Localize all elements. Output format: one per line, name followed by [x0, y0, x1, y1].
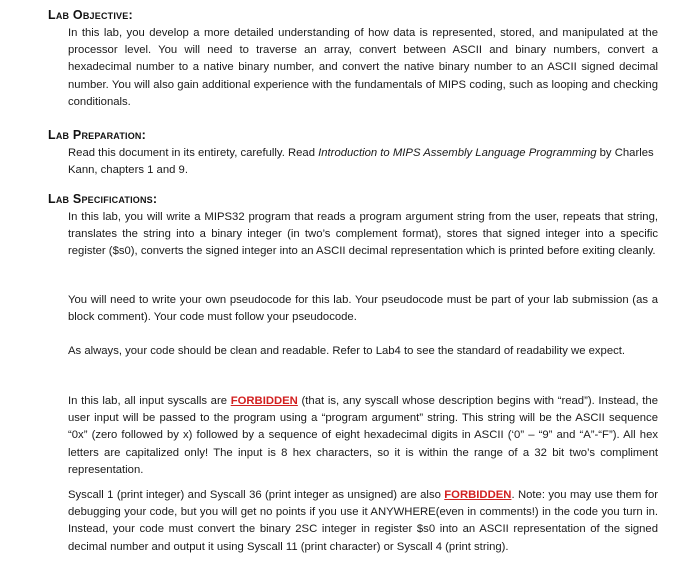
preparation-text-before: Read this document in its entirety, carefully. Read: [68, 147, 319, 159]
paragraph-5-before: Syscall 1 (print integer) and Syscall 36 (print integer as unsigned) are also: [68, 489, 445, 501]
lab-objective-heading: Lab Objective:: [48, 8, 133, 22]
forbidden-warning-2: FORBIDDEN: [444, 489, 512, 501]
lab-specifications-heading: Lab Specifications:: [48, 192, 158, 206]
lab-objective-text: In this lab, you develop a more detailed understanding of how data is represented, stored, and manipulated at the processor level. You will need to traverse an array, convert between ASCII and binary numbers, convert a hexadecimal number to a native binary number, and convert the native binary number to an ASCII signed decimal number. You will also gain additional experience with the fundamentals of MIPS coding, such as looping and checking conditionals.: [68, 27, 658, 108]
specifications-paragraph-4: [68, 393, 658, 479]
forbidden-warning-1: FORBIDDEN: [230, 395, 298, 407]
paragraph-5-after: . Note: you may use them for debugging your code, but you will get no points if you use it ANYWHERE(even in comments!) in the code you turn in. Instead, your code must convert the binary 2SC integer in register $s0 into an ASCII representation of the signed decimal number and output it using Syscall 11 (print character) or Syscall 4 (print string).: [68, 489, 658, 553]
paragraph-4-after: (that is, any syscall whose description begins with “read”). Instead, the user input will be passed to the program using a “program argument” string. This string will be the ASCII sequence “0x” (zero followed by x) followed by a sequence of eight hexadecimal digits in ASCII (‘0” – “9” and “A”-“F”). All hex letters are capitalized only! The input is 8 hex characters, so it is within the range of a 32 bit two’s compliment representation.: [68, 395, 658, 476]
book-title: Introduction to MIPS Assembly Language Programming: [318, 147, 597, 159]
specifications-paragraph-3: As always, your code should be clean and readable. Refer to Lab4 to see the standard of readability we expect.: [68, 345, 626, 357]
specifications-paragraph-5: [68, 487, 658, 556]
paragraph-4-before: In this lab, all input syscalls are: [68, 395, 231, 407]
specifications-paragraph-1: In this lab, you will write a MIPS32 program that reads a program argument string from the user, repeats that string, translates the string into a binary integer (in two’s complement format), stores that signed integer into a specific register ($s0), converts the signed integer into an ASCII decimal representation which is printed before exiting cleanly.: [68, 211, 658, 258]
preparation-text-after: by Charles Kann, chapters 1 and 9.: [68, 147, 654, 177]
specifications-paragraph-2: You will need to write your own pseudocode for this lab. Your pseudocode must be part of your lab submission (as a block comment). Your code must follow your pseudocode.: [68, 294, 658, 324]
lab-preparation-heading: Lab Preparation:: [48, 128, 146, 142]
lab-preparation-text: [68, 145, 658, 179]
